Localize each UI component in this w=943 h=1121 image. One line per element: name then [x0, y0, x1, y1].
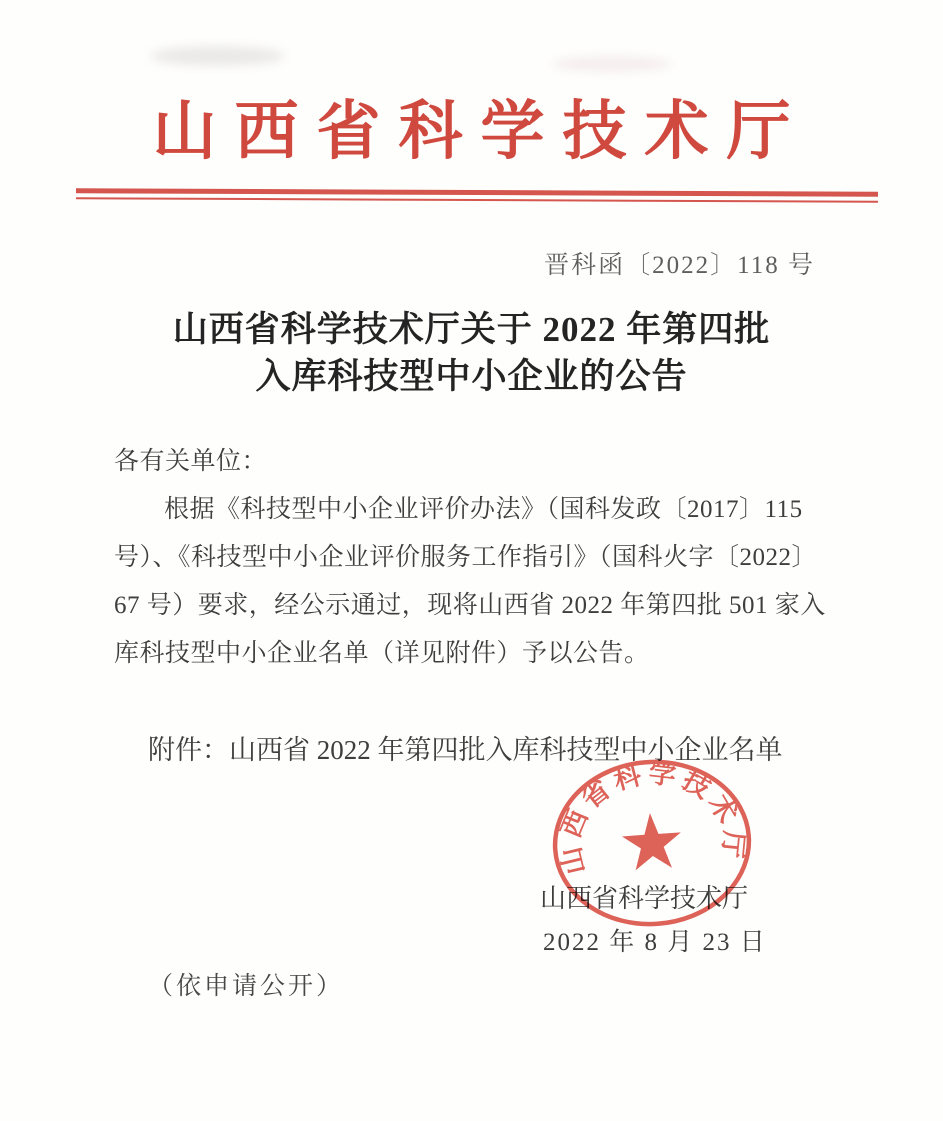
- body-line: 根据《科技型中小企业评价办法》（国科发政〔2017〕115: [164, 496, 803, 523]
- official-seal: [544, 750, 760, 936]
- scan-smudge: [552, 56, 672, 72]
- body-line: 67 号）要求，经公示通过，现将山西省 2022 年第四批 501 家入: [114, 592, 826, 619]
- body-line: 库科技型中小企业名单（详见附件）予以公告。: [114, 640, 650, 667]
- document-body: [114, 438, 838, 774]
- seal-arc-text: 山西省科学技术厅: [554, 757, 750, 878]
- body-line: 号）、《科技型中小企业评价服务工作指引》（国科火字〔2022〕: [114, 544, 818, 571]
- attachment-reference: 附件：山西省 2022 年第四批入库科技型中小企业名单: [148, 735, 783, 765]
- signature-date: 2022 年 8 月 23 日: [543, 929, 767, 956]
- document-title-line1: 山西省科学技术厅关于 2022 年第四批: [172, 310, 771, 349]
- document-title: [0, 306, 943, 400]
- document-title-line2: 入库科技型中小企业的公告: [255, 357, 688, 396]
- document-reference-number: 晋科函〔2022〕118 号: [544, 252, 815, 279]
- signature-agency-name: 山西省科学技术厅: [540, 884, 749, 913]
- seal-star-icon: [620, 811, 683, 871]
- disclosure-note: （依申请公开）: [148, 973, 345, 1000]
- scan-smudge: [150, 46, 285, 66]
- letterhead-agency-title: 山西省科学技术厅: [152, 96, 809, 167]
- letterhead-divider-rule: [76, 188, 878, 196]
- salutation: 各有关单位：: [114, 448, 268, 475]
